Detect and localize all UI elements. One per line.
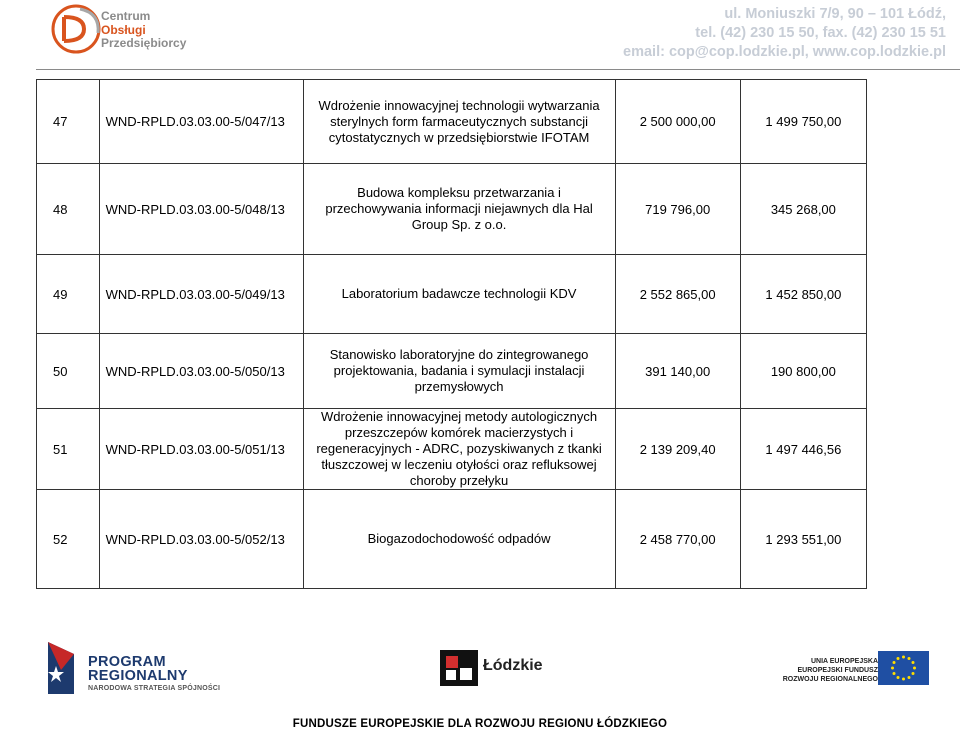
footer-funds-line: FUNDUSZE EUROPEJSKIE DLA ROZWOJU REGIONU ŁÓDZKIEGO	[292, 718, 668, 730]
header-divider	[36, 69, 960, 70]
table-row	[37, 490, 867, 589]
eu-flag-icon	[878, 651, 929, 685]
contact-address: ul. Moniuszki 7/9, 90 – 101 Łódź,	[724, 6, 946, 22]
row-reference: WND-RPLD.03.03.00-5/052/13	[99, 490, 303, 589]
cop-logo-text	[101, 10, 186, 51]
table-row	[37, 80, 867, 164]
row-title: Wdrożenie innowacyjnej technologii wytwarzania sterylnych form farmaceutycznych substancji cytostatycznych w przedsiębiorstwie IFOTAM	[303, 80, 615, 164]
row-number: 48	[37, 164, 100, 255]
row-number: 49	[37, 255, 100, 334]
row-total-value: 2 500 000,00	[615, 80, 740, 164]
row-total-value: 2 139 209,40	[615, 409, 740, 490]
table-row	[37, 164, 867, 255]
row-number: 52	[37, 490, 100, 589]
row-funding-value: 190 800,00	[740, 334, 866, 409]
row-title: Budowa kompleksu przetwarzania i przechowywania informacji niejawnych dla Hal Group Sp. z o.o.	[303, 164, 615, 255]
lodzkie-label: Łódzkie	[483, 657, 543, 674]
program-title-line-1: PROGRAM	[88, 654, 166, 670]
row-total-value: 2 552 865,00	[615, 255, 740, 334]
program-title-line-2: REGIONALNY	[88, 668, 188, 684]
table-row	[37, 334, 867, 409]
grants-table	[36, 79, 867, 589]
eu-text	[783, 657, 878, 684]
row-number: 47	[37, 80, 100, 164]
row-funding-value: 1 293 551,00	[740, 490, 866, 589]
table-row	[37, 255, 867, 334]
row-reference: WND-RPLD.03.03.00-5/051/13	[99, 409, 303, 490]
logo-line-3: Przedsiębiorcy	[101, 36, 187, 50]
lodzkie-logo-icon	[440, 650, 478, 686]
row-title: Wdrożenie innowacyjnej metody autologicznych przeszczepów komórek macierzystych i regeneracyjnych - ADRC, pozyskiwanych z tkanki tłuszczowej w leczeniu otyłości oraz refluksowej choroby przełyku	[303, 409, 615, 490]
row-title: Biogazodochodowość odpadów	[303, 490, 615, 589]
table-row	[37, 409, 867, 490]
row-funding-value: 1 497 446,56	[740, 409, 866, 490]
row-reference: WND-RPLD.03.03.00-5/049/13	[99, 255, 303, 334]
row-reference: WND-RPLD.03.03.00-5/047/13	[99, 80, 303, 164]
program-regionalny-text	[88, 655, 220, 692]
eu-line-1: UNIA EUROPEJSKA	[810, 658, 878, 665]
row-total-value: 391 140,00	[615, 334, 740, 409]
row-reference: WND-RPLD.03.03.00-5/050/13	[99, 334, 303, 409]
eu-line-2: EUROPEJSKI FUNDUSZ	[797, 667, 878, 674]
program-subtitle: NARODOWA STRATEGIA SPÓJNOŚCI	[88, 685, 221, 692]
row-funding-value: 1 499 750,00	[740, 80, 866, 164]
program-regionalny-logo-icon	[44, 640, 78, 696]
eu-line-3: ROZWOJU REGIONALNEGO	[782, 676, 878, 683]
row-reference: WND-RPLD.03.03.00-5/048/13	[99, 164, 303, 255]
row-title: Laboratorium badawcze technologii KDV	[303, 255, 615, 334]
row-number: 50	[37, 334, 100, 409]
row-funding-value: 345 268,00	[740, 164, 866, 255]
logo-line-2: Obsługi	[101, 22, 146, 37]
row-funding-value: 1 452 850,00	[740, 255, 866, 334]
row-number: 51	[37, 409, 100, 490]
contact-block	[623, 5, 946, 62]
logo-line-1: Centrum	[101, 9, 151, 23]
row-title: Stanowisko laboratoryjne do zintegrowanego projektowania, badania i symulacji instalacji przemysłowych	[303, 334, 615, 409]
contact-email[interactable]: email: cop@cop.lodzkie.pl, www.cop.lodzkie.pl	[623, 44, 946, 60]
row-total-value: 719 796,00	[615, 164, 740, 255]
contact-phone: tel. (42) 230 15 50, fax. (42) 230 15 51	[695, 25, 946, 41]
row-total-value: 2 458 770,00	[615, 490, 740, 589]
